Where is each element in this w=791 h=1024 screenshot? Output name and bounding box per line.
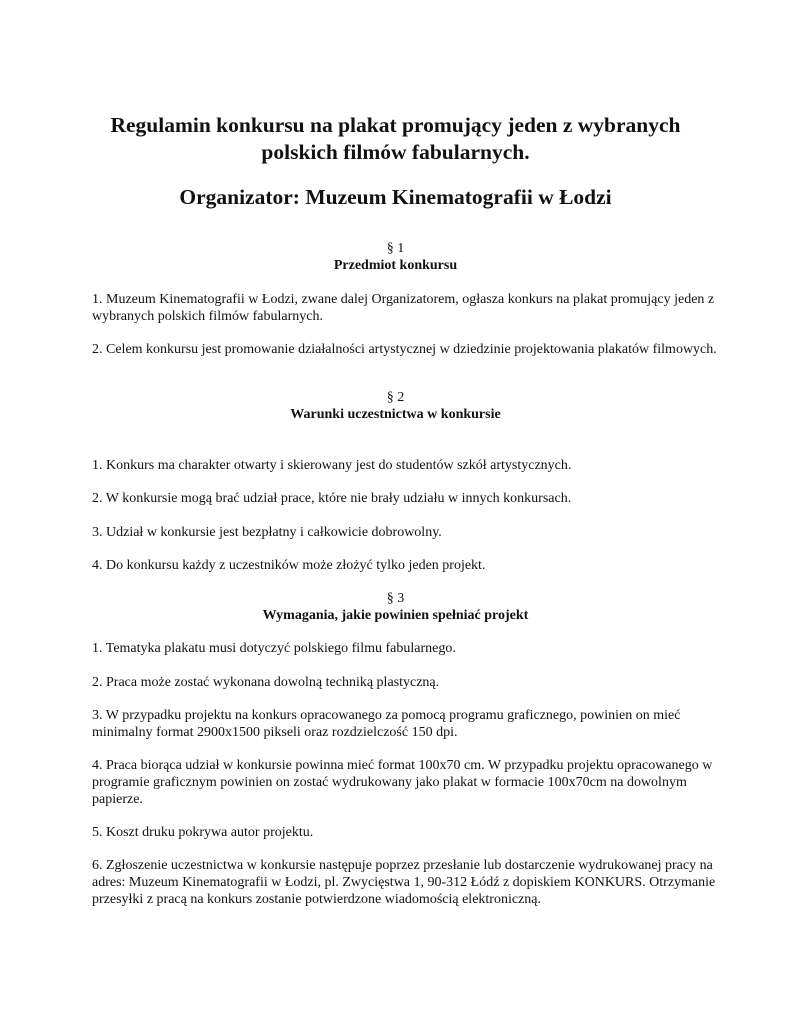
section-2-paragraph-1: 1. Konkurs ma charakter otwarty i skierowany jest do studentów szkół artystycznych. (92, 458, 572, 473)
section-3-paragraph-3: 3. W przypadku projektu na konkurs opracowanego za pomocą programu graficznego, powinien on mieć minimalny format 2900x1500 pikseli oraz rozdzielczość 150 dpi. (92, 708, 681, 740)
organizer-heading: Organizator: Muzeum Kinematografii w Łodzi (179, 185, 612, 209)
section-1-number: § 1 (386, 241, 405, 256)
section-3-number: § 3 (386, 591, 405, 606)
section-3-paragraph-4: 4. Praca biorąca udział w konkursie powinna mieć format 100x70 cm. W przypadku projektu opracowanego w programie graficznym powinien on zostać wydrukowany jako plakat w formacie 100x70cm na dowolnym papierze. (92, 758, 713, 807)
section-2-paragraph-3: 3. Udział w konkursie jest bezpłatny i całkowicie dobrowolny. (92, 525, 442, 540)
section-1-name: Przedmiot konkursu (333, 258, 458, 273)
section-3-paragraph-1: 1. Tematyka plakatu musi dotyczyć polskiego filmu fabularnego. (92, 641, 456, 656)
section-1-paragraph-2: 2. Celem konkursu jest promowanie działalności artystycznej w dziedzinie projektowania plakatów filmowych. (92, 342, 717, 357)
section-2-name: Warunki uczestnictwa w konkursie (290, 407, 501, 422)
document-title-line-1: Regulamin konkursu na plakat promujący jeden z wybranych (110, 113, 681, 137)
document-title (70, 112, 721, 166)
section-3-paragraph-6: 6. Zgłoszenie uczestnictwa w konkursie następuje poprzez przesłanie lub dostarczenie wydrukowanej pracy na adres: Muzeum Kinematografii w Łodzi, pl. Zwycięstwa 1, 90-312 Łódź z dopiskiem KONKURS. Otrzymanie przesyłki z pracą na konkurs zostanie potwierdzone wiadomością elektroniczną. (92, 858, 716, 907)
section-3-name: Wymagania, jakie powinien spełniać projekt (262, 608, 529, 623)
section-1-heading (70, 240, 721, 274)
section-2-paragraph-4: 4. Do konkursu każdy z uczestników może złożyć tylko jeden projekt. (92, 558, 486, 573)
section-2-number: § 2 (386, 390, 405, 405)
section-1-paragraph-1: 1. Muzeum Kinematografii w Łodzi, zwane dalej Organizatorem, ogłasza konkurs na plakat promujący jeden z wybranych polskich filmów fabularnych. (92, 292, 715, 324)
section-2-paragraph-2: 2. W konkursie mogą brać udział prace, które nie brały udziału w innych konkursach. (92, 491, 572, 506)
section-3-heading (70, 590, 721, 624)
section-2-heading (70, 389, 721, 423)
document-title-line-2: polskich filmów fabularnych. (261, 140, 530, 164)
section-3-paragraph-5: 5. Koszt druku pokrywa autor projektu. (92, 825, 314, 840)
section-3-paragraph-2: 2. Praca może zostać wykonana dowolną techniką plastyczną. (92, 675, 440, 690)
